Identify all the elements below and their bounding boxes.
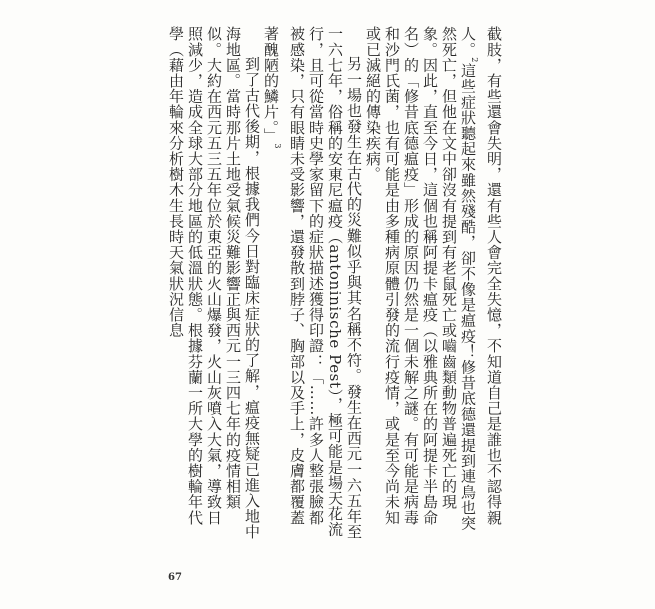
vertical-text-columns	[166, 26, 503, 540]
footnote-marker: 3	[273, 143, 282, 150]
page-number: 67	[168, 572, 182, 583]
footnote-marker: 2	[470, 57, 479, 63]
paragraph	[363, 26, 503, 540]
body-text	[166, 26, 506, 556]
paragraph-text: 另一場也發生在古代的災難似乎與其名稱不符。發生在西元一六五年至一六七年，俗稱的安東尼瘟疫（antoninische Pest），極可能是場天花流行，且可從當時史學家留下的症狀描述獲得印證：「……許多人整張臉都被感染，只有眼睛未受影響，還發散到脖子、胸部以及手上，皮膚都覆蓋著醜陋的鱗片。」	[262, 26, 363, 540]
paragraph-text: 這些症狀聽起來雖然殘酷，卻不像是瘟疫！修昔底德還提到連鳥也突然死亡，但他在文中卻沒有提到有老鼠死亡或嚙齒類動物普遍死亡的現象。因此，直至今日，這個也稱阿提卡瘟疫（以雅典所在的阿提卡半島命名）的「修昔底德瘟疫」形成的原因仍然是一個未解之謎。有可能是病毒和沙門氏菌，也有可能是由多種病原體引發的流行疫情，或是至今尚未知或已滅絕的傳染疾病。	[364, 26, 477, 531]
paragraph	[166, 26, 261, 540]
paragraph-text: 到了古代後期，根據我們今日對臨床症狀的了解，瘟疫無疑已進入地中海地區。當時那片土地受氣候災難影響正與西元一三四七年的疫情相類似。大約在西元五三五年位於東亞的火山爆發，火山灰噴入大氣，導致日照減少，造成全球大部分地區的低溫狀態。根據芬蘭一所大學的樹輪年代學（藉由年輪來分析樹木生長時天氣狀況信息	[167, 26, 261, 540]
paragraph	[261, 26, 363, 540]
paragraph-text: 截肢，有些還會失明，還有些人會完全失憶，不知道自己是誰也不認得親人。	[459, 26, 503, 526]
